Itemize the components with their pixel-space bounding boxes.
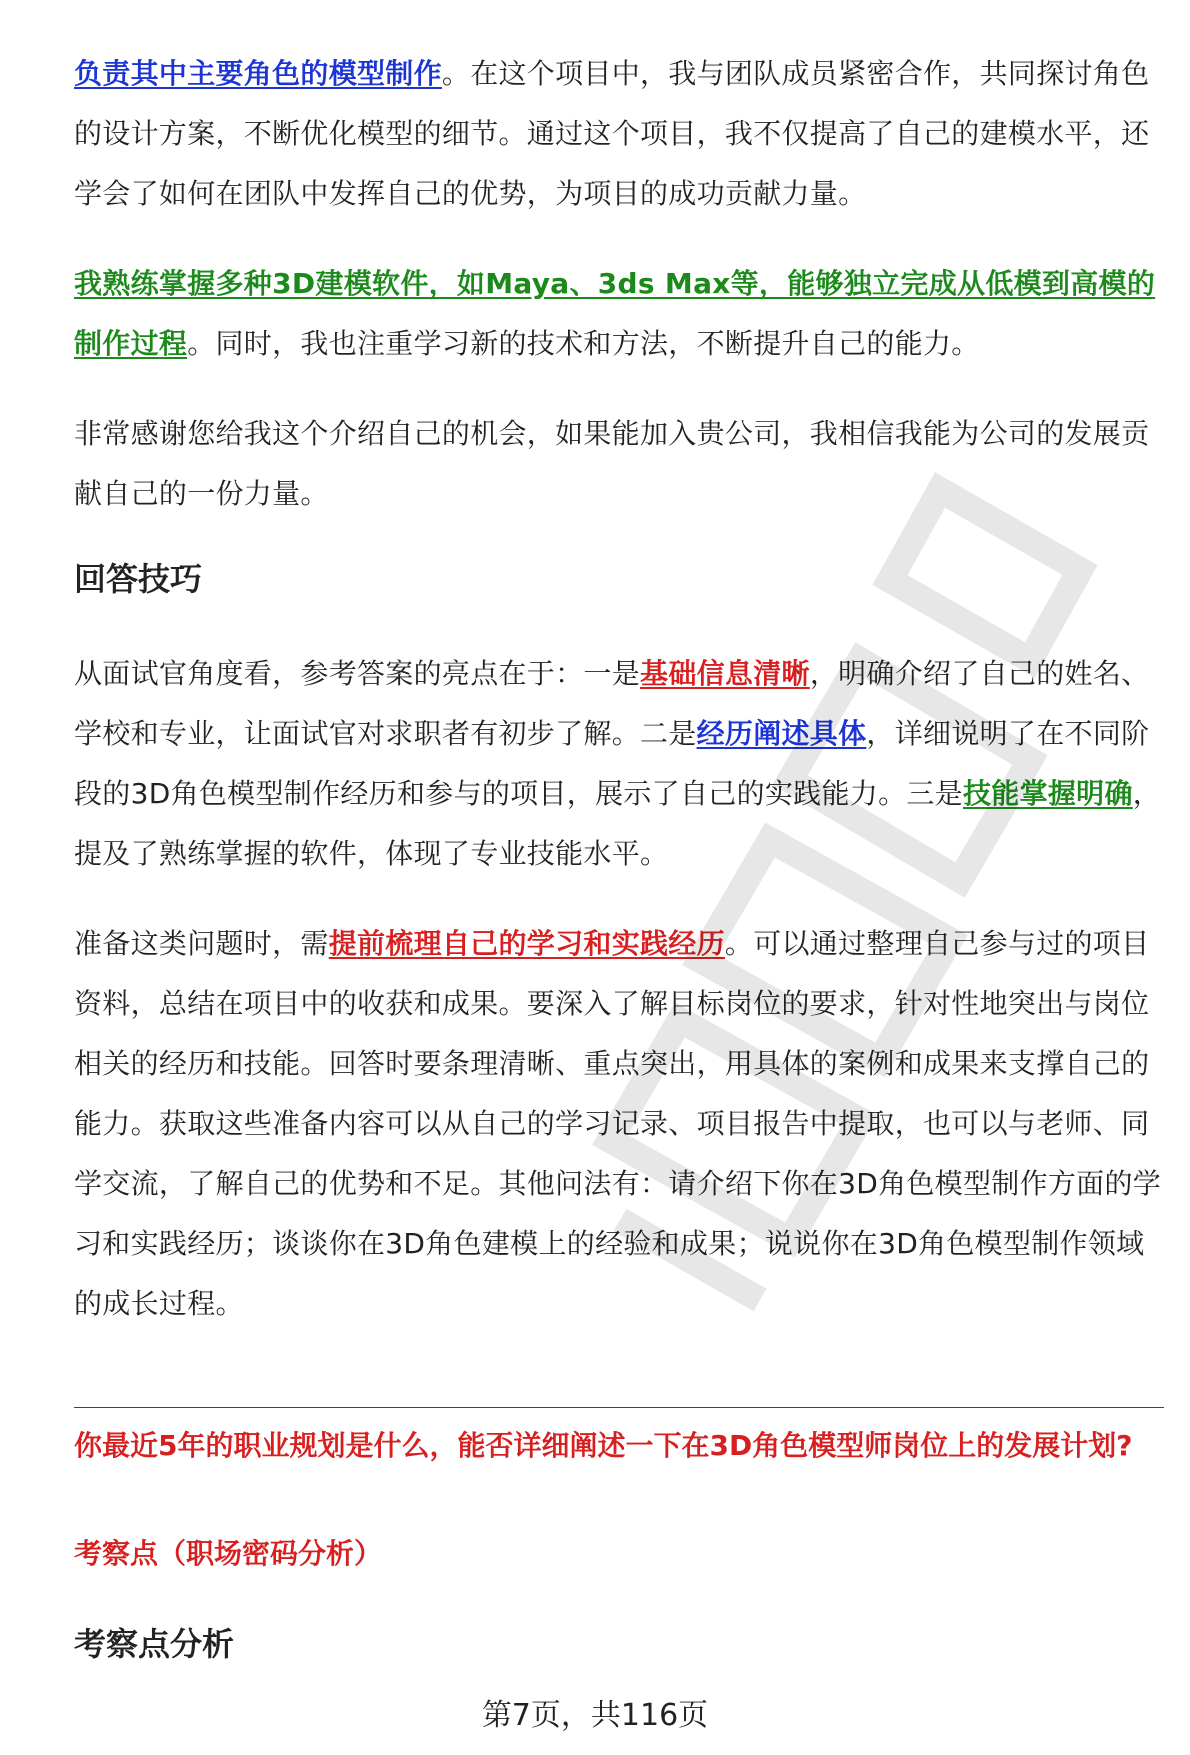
paragraph-text: 。同时，我也注重学习新的技术和方法，不断提升自己的能力。 — [187, 327, 980, 360]
paragraph-closing: 非常感谢您给我这个介绍自己的机会，如果能加入贵公司，我相信我能为公司的发展贡献自己的一份力量。 — [74, 417, 1150, 510]
highlight-main-role-modeling: 负责其中主要角色的模型制作 — [74, 57, 442, 90]
paragraph-text: ，提及了熟练掌握的软件，体现了专业技能水平。 — [74, 777, 1162, 870]
highlight-skills-clear: 技能掌握明确 — [962, 777, 1133, 810]
paragraph-project-experience — [74, 44, 1164, 224]
interview-question: 你最近5年的职业规划是什么，能否详细阐述一下在3D角色模型师岗位上的发展计划? — [74, 1429, 1133, 1462]
highlight-review-experience: 提前梳理自己的学习和实践经历 — [328, 927, 725, 960]
kaochadian-analysis-heading: 考察点分析 — [74, 1625, 235, 1663]
paragraph-text: 从面试官角度看，参考答案的亮点在于：一是 — [74, 657, 641, 690]
paragraph-tips-highlights — [74, 644, 1164, 884]
paragraph-text: ，明确介绍了自己的姓名、学校和专业，让面试官对求职者有初步了解。二是 — [74, 657, 1150, 750]
paragraph-text: ，详细说明了在不同阶段的3D角色模型制作经历和参与的项目，展示了自己的实践能力。三是 — [74, 717, 1150, 810]
highlight-basic-info-clear: 基础信息清晰 — [640, 657, 810, 690]
paragraph-tips-preparation — [74, 914, 1164, 1334]
paragraph-text: 准备这类问题时，需 — [74, 927, 329, 960]
paragraph-text: 。可以通过整理自己参与过的项目资料，总结在项目中的收获和成果。要深入了解目标岗位的要求，针对性地突出与岗位相关的经历和技能。回答时要条理清晰、重点突出，用具体的案例和成果来支撑自己的能力。获取这些准备内容可以从自己的学习记录、项目报告中提取，也可以与老师、同学交流，了解自己的优势和不足。其他问法有：请介绍下你在3D角色模型制作方面的学习和实践经历；谈谈你在3D角色建模上的经验和成果；说说你在3D角色模型制作领域的成长过程。 — [74, 927, 1162, 1320]
highlight-experience-specific: 经历阐述具体 — [696, 717, 867, 750]
section-divider — [74, 1407, 1164, 1408]
page-footer: 第7页，共116页 — [481, 1698, 709, 1733]
highlight-software-mastery: 我熟练掌握多种3D建模软件，如Maya、3ds Max等，能够独立完成从低模到高模的制作过程 — [74, 267, 1156, 360]
kaochadian-label: 考察点（职场密码分析） — [74, 1537, 383, 1570]
document-body — [74, 44, 1164, 1364]
paragraph-software-skills — [74, 254, 1164, 374]
section-heading-answer-tips: 回答技巧 — [74, 560, 203, 598]
paragraph-text: 。在这个项目中，我与团队成员紧密合作，共同探讨角色的设计方案，不断优化模型的细节。通过这个项目，我不仅提高了自己的建模水平，还学会了如何在团队中发挥自己的优势，为项目的成功贡献力量。 — [74, 57, 1150, 210]
